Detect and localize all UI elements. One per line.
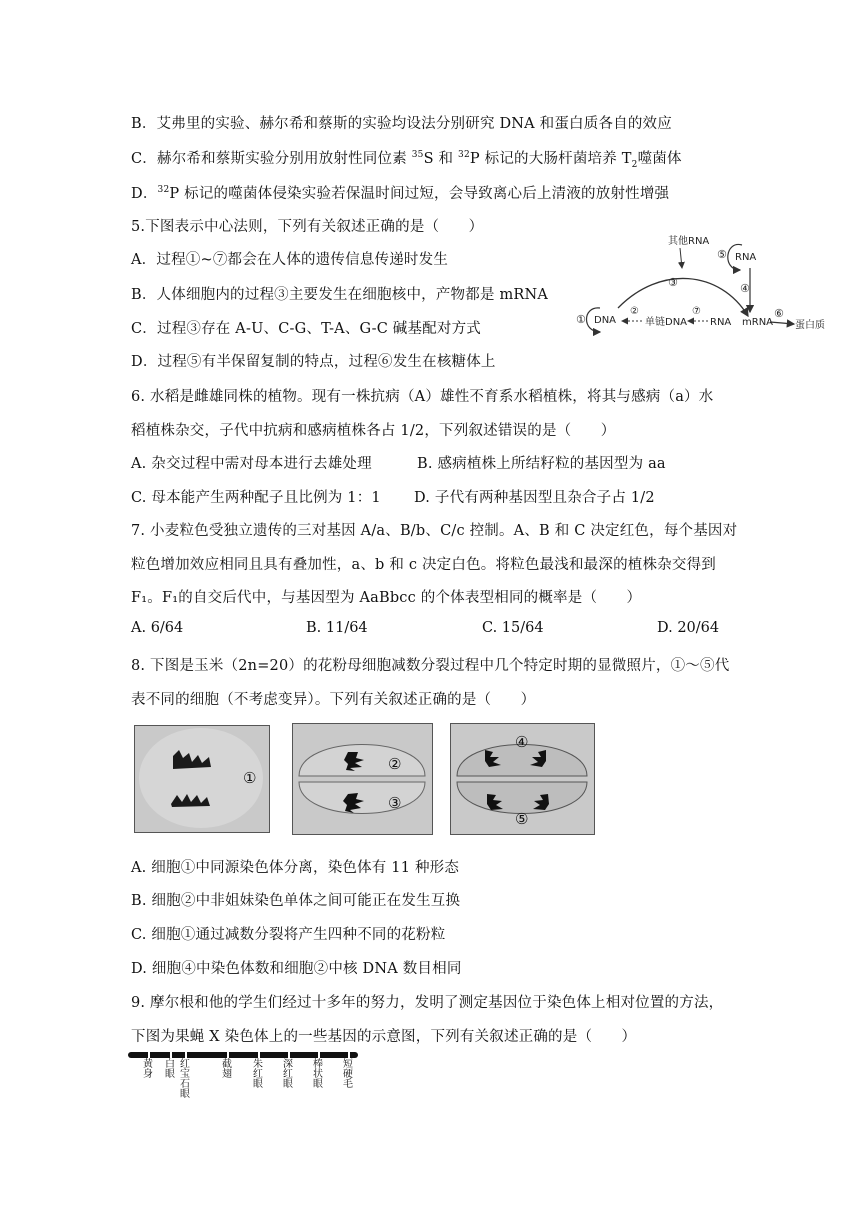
q9-stem-line1: 9. 摩尔根和他的学生们经过十多年的努力，发明了测定基因位于染色体上相对位置的方法，	[131, 995, 724, 1011]
q6-option-c: C. 母本能产生两种配子且比例为 1：1	[131, 490, 381, 506]
q6-option-b: B. 感病植株上所结籽粒的基因型为 aa	[417, 456, 666, 472]
q6-option-d: D. 子代有两种基因型且杂合子占 1/2	[414, 490, 655, 506]
q8-option-c: C. 细胞①通过减数分裂将产生四种不同的花粉粒	[131, 927, 446, 943]
q8-stem-line2: 表不同的细胞（不考虑变异）。下列有关叙述正确的是（ ）	[131, 692, 536, 708]
label-rna-mid: RNA	[710, 317, 732, 328]
gene-label: 截翅	[222, 1059, 232, 1080]
q7-option-c: C. 15/64	[482, 620, 544, 636]
gene-label: 深红眼	[283, 1059, 293, 1090]
q8-stem-line1: 8. 下图是玉米（2n=20）的花粉母细胞减数分裂过程中几个特定时期的显微照片，①～⑤代	[131, 658, 730, 674]
num-5: ⑤	[717, 248, 727, 261]
cell-4-label: ④	[515, 733, 529, 751]
label-ssdna: 单链DNA	[645, 317, 688, 328]
cell-1-label: ①	[243, 769, 257, 787]
label-dna: DNA	[594, 315, 617, 326]
q7-stem-line3: F₁。F₁的自交后代中，与基因型为 AaBbcc 的个体表型相同的概率是（ ）	[131, 590, 642, 606]
cell-3-label: ③	[388, 794, 402, 812]
gene-label: 红宝石眼	[180, 1059, 190, 1100]
num-3: ③	[668, 276, 678, 289]
q7-stem-line2: 粒色增加效应相同且具有叠加性，a、b 和 c 决定白色。将粒色最浅和最深的植株杂交得到	[131, 557, 716, 573]
num-7: ⑦	[692, 306, 701, 317]
q7-option-d: D. 20/64	[657, 620, 720, 636]
q9-stem-line2: 下图为果蝇 X 染色体上的一些基因的示意图，下列有关叙述正确的是（ ）	[131, 1029, 637, 1045]
gene-label: 白眼	[165, 1059, 175, 1080]
label-other-rna: 其他RNA	[668, 236, 710, 247]
gene-tick	[348, 1050, 350, 1059]
micrograph-cell-2-3	[292, 723, 433, 835]
num-2: ②	[630, 306, 639, 317]
gene-tick	[318, 1050, 320, 1059]
micrograph-cell-1	[134, 725, 270, 833]
label-mrna: mRNA	[742, 317, 774, 328]
num-6: ⑥	[774, 307, 784, 320]
q7-option-b: B. 11/64	[306, 620, 368, 636]
q4-option-d: D．$^{32}$P 标记的噬菌体侵染实验若保温时间过短，会导致离心后上清液的放射性增强	[131, 185, 670, 202]
gene-label: 棒状眼	[313, 1059, 323, 1090]
num-4: ④	[740, 282, 750, 295]
gene-tick	[227, 1050, 229, 1059]
q5-option-b: B．人体细胞内的过程③主要发生在细胞核中，产物都是 mRNA	[131, 287, 549, 303]
q5-stem: 5.下图表示中心法则，下列有关叙述正确的是（ ）	[131, 219, 484, 235]
chromosome-bar	[128, 1052, 358, 1058]
gene-label: 短硬毛	[343, 1059, 353, 1090]
q5-option-d: D．过程⑤有半保留复制的特点，过程⑥发生在核糖体上	[131, 354, 496, 370]
gene-tick	[170, 1050, 172, 1059]
label-protein: 蛋白质	[795, 320, 825, 331]
gene-tick	[148, 1050, 150, 1059]
gene-tick	[258, 1050, 260, 1059]
q6-option-a: A. 杂交过程中需对母本进行去雄处理	[131, 456, 372, 472]
gene-label: 朱红眼	[253, 1059, 263, 1090]
q8-option-b: B. 细胞②中非姐妹染色单体之间可能正在发生互换	[131, 893, 461, 909]
q7-stem-line1: 7. 小麦粒色受独立遗传的三对基因 A/a、B/b、C/c 控制。A、B 和 C 决定红色，每个基因对	[131, 523, 738, 539]
x-chromosome-map	[128, 1050, 368, 1100]
q6-stem-line2: 稻植株杂交，子代中抗病和感病植株各占 1/2，下列叙述错误的是（ ）	[131, 423, 616, 439]
q7-option-a: A. 6/64	[131, 620, 184, 636]
q5-option-a: A．过程①~⑦都会在人体的遗传信息传递时发生	[131, 252, 449, 268]
q6-stem-line1: 6. 水稻是雌雄同株的植物。现有一株抗病（A）雄性不育系水稻植株，将其与感病（a）水	[131, 389, 714, 405]
q5-option-c: C．过程③存在 A-U、C-G、T-A、G-C 碱基配对方式	[131, 321, 481, 337]
num-1: ①	[576, 313, 586, 326]
label-rna-top: RNA	[735, 252, 757, 263]
central-dogma-diagram	[570, 220, 830, 345]
gene-label: 黄身	[143, 1059, 153, 1080]
gene-tick	[185, 1050, 187, 1059]
q8-option-a: A. 细胞①中同源染色体分离，染色体有 11 种形态	[131, 860, 460, 876]
cell-5-label: ⑤	[515, 810, 529, 828]
cell-2-label: ②	[388, 755, 402, 773]
gene-tick	[288, 1050, 290, 1059]
q4-option-b: B．艾弗里的实验、赫尔希和蔡斯的实验均设法分别研究 DNA 和蛋白质各自的效应	[131, 116, 672, 132]
q8-option-d: D. 细胞④中染色体数和细胞②中核 DNA 数目相同	[131, 961, 462, 977]
q4-option-c: C．赫尔希和蔡斯实验分别用放射性同位素 $^{35}$S 和 $^{32}$P 标记的大肠杆菌培养 $T_2$噬菌体	[131, 150, 682, 170]
micrograph-cell-4-5	[450, 723, 595, 835]
